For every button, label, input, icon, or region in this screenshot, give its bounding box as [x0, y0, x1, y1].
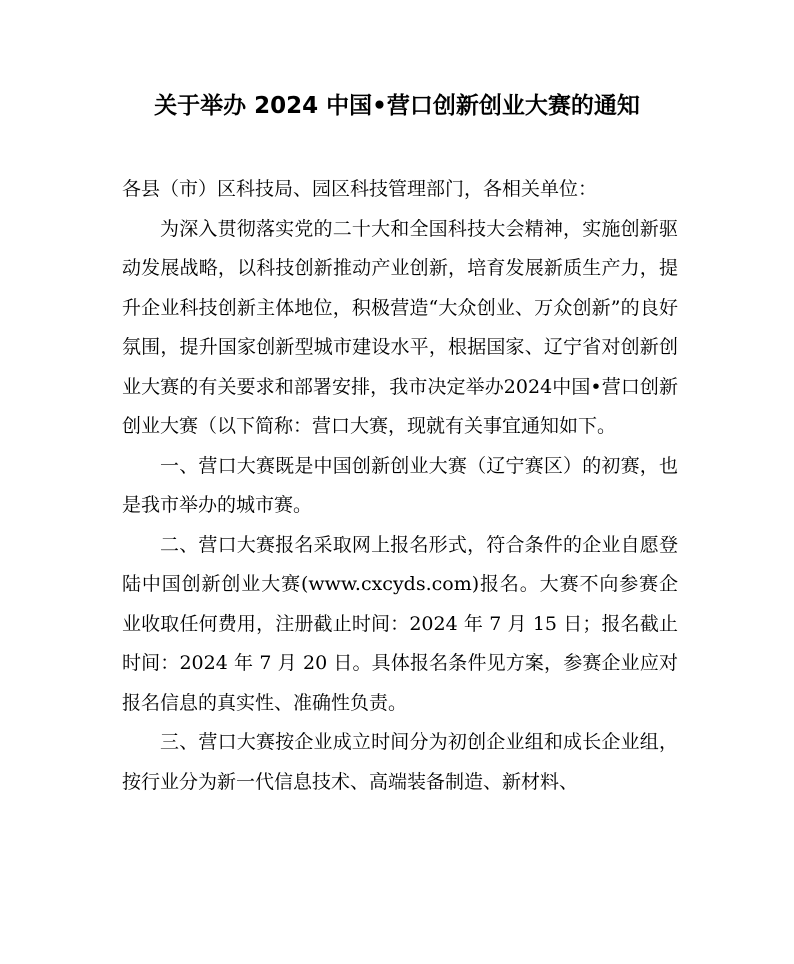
paragraph-item-3: 三、营口大赛按企业成立时间分为初创企业组和成长企业组，按行业分为新一代信息技术、高端装备制造、新材料、: [122, 731, 678, 793]
document-body: [122, 170, 678, 802]
document-title: 关于举办 2024 中国•营口创新创业大赛的通知: [154, 93, 640, 119]
paragraph-item-2: 二、营口大赛报名采取网上报名形式，符合条件的企业自愿登陆中国创新创业大赛(www.cxcyds.com)报名。大赛不向参赛企业收取任何费用，注册截止时间：2024 年 7 月 15 日；报名截止时间：2024 年 7 月 20 日。具体报名条件见方案，参赛企业应对报名信息的真实性、准确性负责。: [122, 533, 678, 714]
paragraph-item-1: 一、营口大赛既是中国创新创业大赛（辽宁赛区）的初赛，也是我市举办的城市赛。: [122, 454, 678, 516]
salutation: 各县（市）区科技局、园区科技管理部门，各相关单位：: [122, 178, 598, 200]
paragraph-intro: 为深入贯彻落实党的二十大和全国科技大会精神，实施创新驱动发展战略，以科技创新推动产业创新，培育发展新质生产力，提升企业科技创新主体地位，积极营造“大众创业、万众创新”的良好氛围，提升国家创新型城市建设水平，根据国家、辽宁省对创新创业大赛的有关要求和部署安排，我市决定举办2024中国•营口创新创业大赛（以下简称：营口大赛，现就有关事宜通知如下。: [122, 217, 678, 437]
